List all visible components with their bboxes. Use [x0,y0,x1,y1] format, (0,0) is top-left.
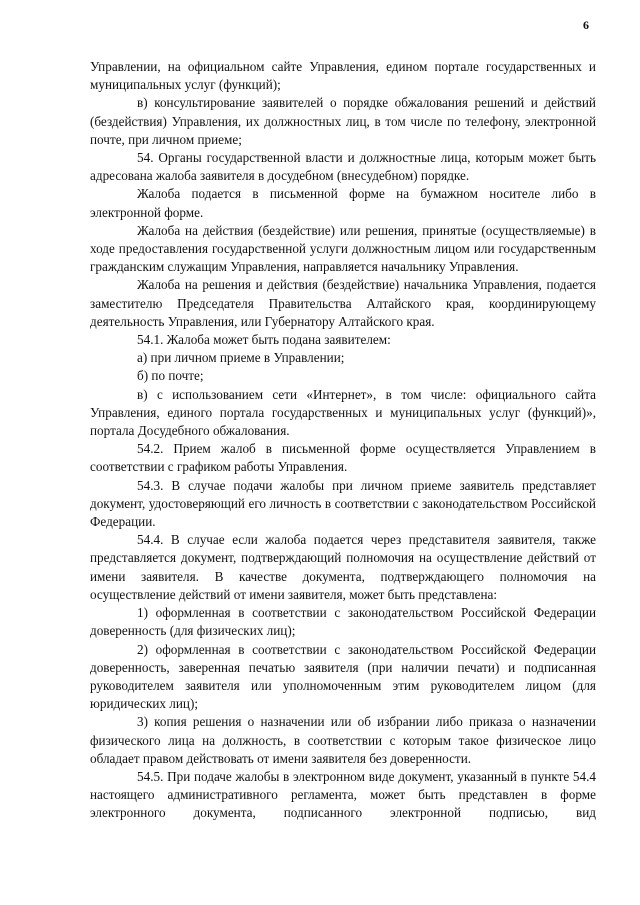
page-number: 6 [583,18,589,32]
paragraph-54-5: 54.5. При подаче жалобы в электронном виде документ, указанный в пункте 54.4 настоящего административного регламента, может быть представлен в форме электронного документа, подписанного электронной подписью, вид [90,768,596,821]
paragraph-54-4-1: 1) оформленная в соответствии с законодательством Российской Федерации доверенность (для физических лиц); [90,605,596,639]
document-body [90,58,596,823]
paragraph-54-4: 54.4. В случае если жалоба подается через представителя заявителя, также представляется документ, подтверждающий полномочия на осуществление действий от имени заявителя. В качестве документа, подтверждающего полномочия на осуществление действий от имени заявителя, может быть представлена: [90,532,596,602]
paragraph-complaint-form: Жалоба подается в письменной форме на бумажном носителе либо в электронной форме. [90,186,596,220]
paragraph-complaint-head: Жалоба на решения и действия (бездействие) начальника Управления, подается заместителю Председателя Правительства Алтайского края, координирующему деятельность Управления, или Губернатору Алтайского края. [90,277,596,329]
paragraph-54-4-2: 2) оформленная в соответствии с законодательством Российской Федерации доверенность, заверенная печатью заявителя (при наличии печати) и подписанная руководителем заявителя или уполномоченным этим руководителем лицом (для юридических лиц); [90,641,596,712]
paragraph-54-1-a: а) при личном приеме в Управлении; [137,350,345,366]
paragraph-54: 54. Органы государственной власти и должностные лица, которым может быть адресована жалоба заявителя в досудебном (внесудебном) порядке. [90,150,596,184]
paragraph-54-2: 54.2. Прием жалоб в письменной форме осуществляется Управлением в соответствии с графиком работы Управления. [90,441,596,475]
paragraph-item-v-consulting: в) консультирование заявителей о порядке обжалования решений и действий (бездействия) Управления, их должностных лиц, в том числе по телефону, электронной почте, при личном приеме; [90,95,596,147]
paragraph-54-1-v: в) с использованием сети «Интернет», в том числе: официального сайта Управления, единого портала государственных и муниципальных услуг (функций)», портала Досудебного обжалования. [90,386,596,439]
paragraph-54-1: 54.1. Жалоба может быть подана заявителем: [137,332,391,348]
paragraph-complaint-staff: Жалоба на действия (бездействие) или решения, принятые (осуществляемые) в ходе предоставления государственной услуги должностным лицом или государственным гражданским служащим Управления, направляется начальнику Управления. [90,222,596,275]
paragraph-continuation: Управлении, на официальном сайте Управления, едином портале государственных и муниципальных услуг (функций); [90,59,596,93]
paragraph-54-4-3: 3) копия решения о назначении или об избрании либо приказа о назначении физического лица на должность, в соответствии с которым такое физическое лицо обладает правом действовать от имени заявителя без доверенности. [90,714,596,766]
paragraph-54-1-b: б) по почте; [137,368,204,384]
paragraph-54-3: 54.3. В случае подачи жалобы при личном приеме заявитель представляет документ, удостоверяющий его личность в соответствии с законодательством Российской Федерации. [90,477,596,530]
